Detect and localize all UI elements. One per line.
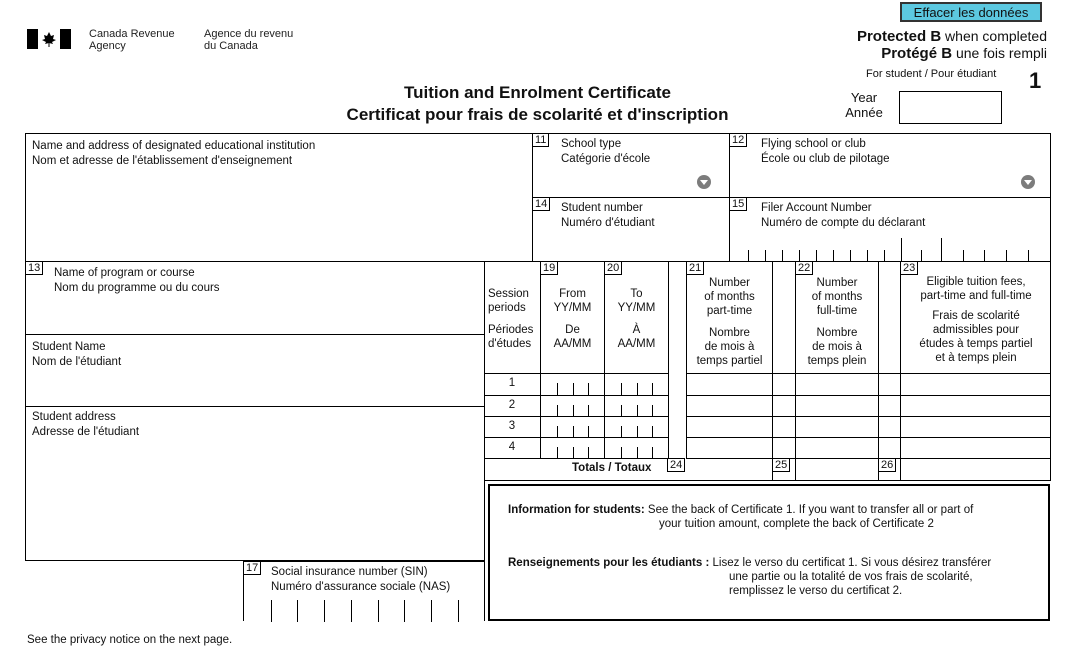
student-name-field[interactable]	[25, 334, 485, 407]
session-table	[484, 261, 1051, 481]
box-19-number: 19	[540, 261, 558, 275]
col22-l2: of months	[811, 291, 863, 303]
from-label: From	[559, 288, 586, 300]
clear-data-button[interactable]: Effacer les données	[900, 2, 1042, 22]
protected-en-bold: Protected B	[856, 28, 942, 45]
session-label-fr-1: Périodes	[488, 324, 534, 336]
agency-fr-line1: Agence du revenu	[204, 28, 294, 40]
sin-field[interactable]	[243, 561, 485, 621]
part-time-column-header	[687, 276, 772, 368]
title-fr: Certificat pour frais de scolarité et d'inscription	[346, 105, 729, 124]
form-title	[300, 82, 775, 126]
institution-label-fr: Nom et adresse de l'établissement d'enseignement	[32, 155, 293, 167]
copy-number: 1	[1029, 68, 1042, 93]
program-name-field[interactable]	[25, 261, 485, 335]
student-number-label-fr: Numéro d'étudiant	[561, 217, 655, 229]
box-22-number: 22	[795, 261, 813, 275]
program-label-fr: Nom du programme ou du cours	[54, 282, 220, 294]
info-en-line1: See the back of Certificate 1. If you want to transfer all or part of	[647, 504, 974, 516]
to-label: To	[630, 288, 643, 300]
box-14-number: 14	[532, 197, 550, 211]
school-type-label-fr: Catégorie d'école	[561, 153, 651, 165]
student-address-field[interactable]	[25, 406, 485, 561]
year-en: Year	[850, 90, 878, 105]
col22-l1: Number	[816, 277, 858, 289]
student-address-label-fr: Adresse de l'étudiant	[32, 426, 140, 438]
info-fr-line2: une partie ou la totalité de vos frais de scolarité,	[729, 571, 973, 583]
col22-l3: full-time	[816, 305, 858, 317]
box-13-number: 13	[25, 261, 43, 275]
col21-l5: de mois à	[704, 341, 755, 353]
canada-flag-logo	[27, 29, 71, 49]
box-15-number: 15	[729, 197, 747, 211]
protected-b-notice	[857, 28, 1047, 62]
for-student-label: For student / Pour étudiant	[866, 68, 997, 80]
protected-fr-rest: une fois rempli	[952, 45, 1047, 61]
year-label	[843, 90, 885, 120]
student-number-label-en: Student number	[561, 202, 643, 214]
col23-l5: études à temps partiel	[919, 338, 1033, 350]
col21-l4: Nombre	[709, 327, 750, 339]
privacy-notice: See the privacy notice on the next page.	[27, 634, 233, 646]
agency-en-line1: Canada Revenue	[89, 28, 175, 40]
col22-l4: Nombre	[816, 327, 858, 339]
flying-school-label-en: Flying school or club	[761, 138, 866, 150]
year-input[interactable]	[899, 91, 1002, 124]
total-tuition-fees-field[interactable]	[908, 460, 1048, 479]
title-en: Tuition and Enrolment Certificate	[404, 83, 671, 102]
info-en-line2: your tuition amount, complete the back of Certificate 2	[659, 518, 934, 530]
sin-label-en: Social insurance number (SIN)	[271, 566, 428, 578]
col21-l1: Number	[709, 277, 750, 289]
box-25-number: 25	[772, 458, 790, 472]
sin-label-fr: Numéro d'assurance sociale (NAS)	[271, 581, 451, 593]
filer-account-label-fr: Numéro de compte du déclarant	[761, 217, 926, 229]
flying-school-dropdown-icon[interactable]	[1021, 175, 1035, 189]
year-fr: Année	[845, 105, 883, 120]
flying-school-select[interactable]	[729, 133, 1051, 198]
col21-l6: temps partiel	[696, 355, 763, 367]
box-26-number: 26	[878, 458, 896, 472]
info-fr-heading: Renseignements pour les étudiants :	[508, 557, 710, 569]
box-23-number: 23	[900, 261, 918, 275]
session-label-en-2: periods	[488, 302, 526, 314]
school-type-label-en: School type	[561, 138, 622, 150]
tuition-fees-column-header	[901, 275, 1051, 365]
student-name-label-en: Student Name	[32, 341, 106, 353]
filer-account-number-field[interactable]	[729, 197, 1051, 262]
col22-l5: de mois à	[812, 341, 862, 353]
info-fr-line1: Lisez le verso du certificat 1. Si vous désirez transférer	[712, 557, 992, 569]
session-periods-label	[488, 287, 533, 351]
agency-en-line2: Agency	[89, 40, 126, 52]
school-type-dropdown-icon[interactable]	[697, 175, 711, 189]
student-number-field[interactable]	[532, 197, 730, 262]
institution-box[interactable]	[25, 133, 533, 262]
school-type-select[interactable]	[532, 133, 730, 198]
col23-l2: part-time and full-time	[920, 290, 1032, 302]
info-fr-line3: remplissez le verso du certificat 2.	[729, 585, 903, 597]
from-column-header	[541, 287, 604, 351]
session-row-4-label: 4	[508, 441, 516, 453]
info-en-heading: Information for students:	[508, 504, 645, 516]
session-row-2-label: 2	[508, 399, 516, 411]
col21-l3: part-time	[706, 305, 753, 317]
institution-label-en: Name and address of designated educational institution	[32, 140, 316, 152]
filer-account-label-en: Filer Account Number	[761, 202, 872, 214]
protected-fr-bold: Protégé B	[881, 45, 953, 62]
from-format-fr: AA/MM	[553, 338, 592, 350]
flying-school-label-fr: École ou club de pilotage	[761, 153, 890, 165]
to-label-fr: À	[632, 324, 641, 336]
student-address-label-en: Student address	[32, 411, 116, 423]
col23-l6: et à temps plein	[935, 352, 1017, 364]
total-part-time-field[interactable]	[694, 460, 770, 479]
totals-label: Totals / Totaux	[572, 462, 652, 474]
box-21-number: 21	[686, 261, 704, 275]
col23-l4: admissibles pour	[932, 324, 1020, 336]
col22-l6: temps plein	[807, 355, 867, 367]
session-row-1-label: 1	[508, 377, 516, 389]
from-format-en: YY/MM	[553, 302, 592, 314]
from-label-fr: De	[565, 324, 580, 336]
full-time-column-header	[796, 276, 878, 368]
box-24-number: 24	[667, 458, 685, 472]
col23-l3: Frais de scolarité	[932, 310, 1020, 322]
to-format-en: YY/MM	[617, 302, 656, 314]
session-label-en-1: Session	[488, 288, 529, 300]
col21-l2: of months	[704, 291, 755, 303]
box-17-number: 17	[243, 561, 261, 575]
session-row-3-label: 3	[508, 420, 516, 432]
session-label-fr-2: d'études	[488, 338, 532, 350]
agency-name-fr	[204, 28, 293, 52]
information-box	[488, 484, 1050, 621]
student-name-label-fr: Nom de l'étudiant	[32, 356, 122, 368]
agency-fr-line2: du Canada	[204, 40, 258, 52]
agency-name-en	[89, 28, 175, 52]
box-20-number: 20	[604, 261, 622, 275]
col23-l1: Eligible tuition fees,	[926, 276, 1026, 288]
to-format-fr: AA/MM	[617, 338, 656, 350]
box-12-number: 12	[729, 133, 747, 147]
program-label-en: Name of program or course	[54, 267, 195, 279]
total-full-time-field[interactable]	[804, 460, 876, 479]
to-column-header	[605, 287, 668, 351]
protected-en-rest: when completed	[941, 28, 1047, 44]
box-11-number: 11	[532, 133, 549, 147]
